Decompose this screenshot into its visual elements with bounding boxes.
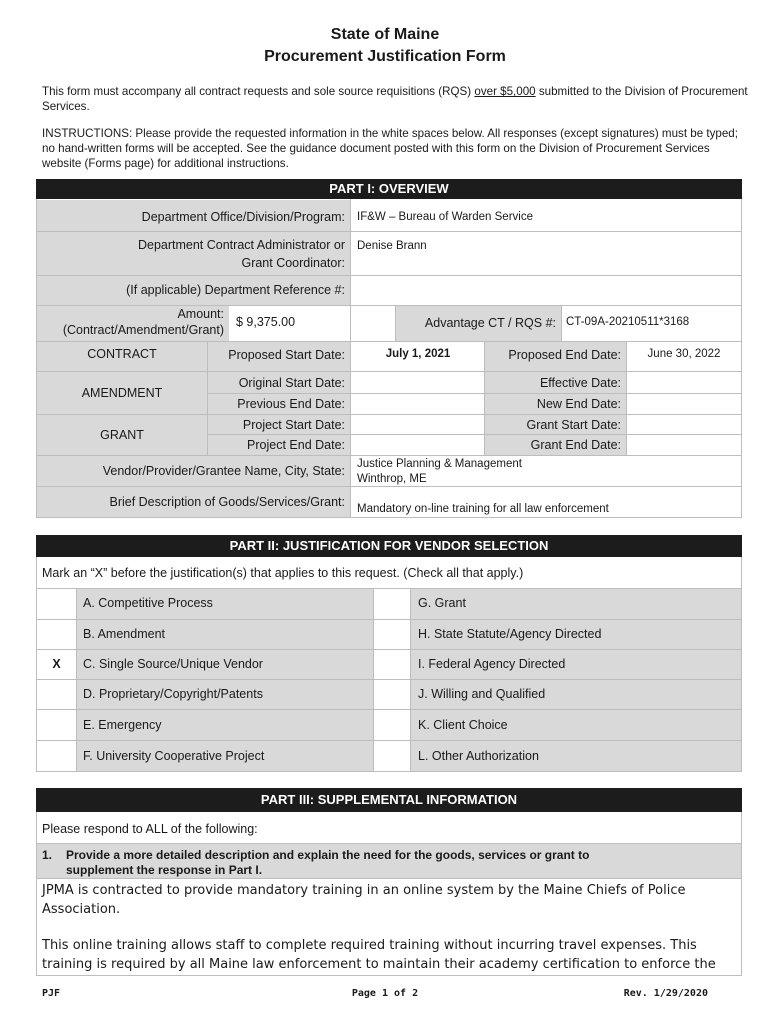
vendor-label: Vendor/Provider/Grantee Name, City, State: — [102, 464, 345, 478]
brief-description-label: Brief Description of Goods/Services/Grant: — [109, 495, 345, 509]
contract-admin-label-1: Department Contract Administrator or — [137, 238, 345, 252]
contract-admin-label-2: Grant Coordinator: — [241, 256, 345, 270]
new-end-label: New End Date: — [536, 397, 621, 411]
question-1-number: 1. — [42, 848, 53, 862]
grant-end-label: Grant End Date: — [530, 438, 621, 452]
option-f-label: F. University Cooperative Project — [83, 749, 265, 763]
option-j-label: J. Willing and Qualified — [418, 687, 546, 701]
part1-heading: PART I: OVERVIEW — [36, 179, 742, 199]
amount-label-1: Amount: — [177, 307, 224, 321]
footer-page-number: Page 1 of 2 — [351, 988, 419, 999]
footer-form-code: PJF — [42, 988, 61, 999]
question-1-line-1: Provide a more detailed description and explain the need for the goods, services or grant to — [66, 848, 590, 862]
department-field[interactable]: IF&W – Bureau of Warden Service — [357, 211, 533, 223]
part2-heading: PART II: JUSTIFICATION FOR VENDOR SELECTION — [36, 535, 742, 557]
project-end-label: Project End Date: — [247, 438, 345, 452]
contract-section-label: CONTRACT — [87, 347, 157, 361]
proposed-start-label: Proposed Start Date: — [228, 348, 345, 362]
footer-revision: Rev. 1/29/2020 — [623, 988, 708, 999]
option-l-label: L. Other Authorization — [418, 749, 539, 763]
advantage-ct-field[interactable]: CT-09A-20210511*3168 — [566, 316, 690, 328]
form-title-state: State of Maine — [330, 26, 440, 43]
effective-date-field[interactable] — [628, 373, 740, 392]
dept-reference-label: (If applicable) Department Reference #: — [126, 283, 345, 297]
dept-reference-field[interactable] — [357, 283, 737, 301]
answer-paragraph-2[interactable]: This online training allows staff to complete required training without incurring travel expenses. This training is required by all Maine law enforcement to maintain their academy certification to enforce the — [42, 938, 716, 972]
contract-admin-field[interactable]: Denise Brann — [357, 240, 427, 252]
option-e-label: E. Emergency — [83, 718, 162, 732]
part3-instruction: Please respond to ALL of the following: — [42, 822, 258, 836]
option-g-label: G. Grant — [418, 596, 466, 610]
answer-paragraph-1[interactable]: JPMA is contracted to provide mandatory training in an online system by the Maine Chiefs of Police Association. — [42, 883, 686, 917]
previous-end-label: Previous End Date: — [237, 397, 345, 411]
option-a-label: A. Competitive Process — [83, 596, 213, 610]
part2-instruction: Mark an “X” before the justification(s) that applies to this request. (Check all that apply.) — [42, 566, 524, 580]
grant-start-label: Grant Start Date: — [526, 418, 621, 432]
option-i-label: I. Federal Agency Directed — [418, 657, 566, 671]
amendment-section-label: AMENDMENT — [81, 386, 163, 400]
proposed-end-label: Proposed End Date: — [508, 348, 621, 362]
intro-paragraph: This form must accompany all contract requests and sole source requisitions (RQS) over $5,000 submitted to the Division of Procurement Services. — [42, 85, 748, 113]
instructions-paragraph: INSTRUCTIONS: Please provide the requested information in the white spaces below. All responses (except signatures) must be typed; no hand-written forms will be accepted. See the guidance document posted with this form on the Division of Procurement Services website (Forms page) for additional instructions. — [42, 127, 738, 170]
grant-start-field[interactable] — [628, 416, 740, 433]
previous-end-field[interactable] — [352, 395, 482, 413]
department-label: Department Office/Division/Program: — [141, 210, 345, 224]
option-d-label: D. Proprietary/Copyright/Patents — [83, 687, 263, 701]
amount-field[interactable]: $ 9,375.00 — [236, 315, 296, 329]
original-start-label: Original Start Date: — [238, 376, 345, 390]
grant-end-field[interactable] — [628, 436, 740, 454]
amount-label-2: (Contract/Amendment/Grant) — [62, 323, 224, 337]
proposed-start-field[interactable]: July 1, 2021 — [385, 348, 451, 360]
original-start-field[interactable] — [352, 373, 482, 392]
grant-section-label: GRANT — [100, 428, 144, 442]
vendor-field-name[interactable]: Justice Planning & Management — [357, 458, 522, 470]
new-end-field[interactable] — [628, 395, 740, 413]
brief-description-field[interactable]: Mandatory on-line training for all law enforcement — [357, 503, 609, 515]
part3-heading: PART III: SUPPLEMENTAL INFORMATION — [36, 788, 742, 812]
form-title: Procurement Justification Form — [264, 48, 506, 65]
option-k-label: K. Client Choice — [418, 718, 508, 732]
option-c-label: C. Single Source/Unique Vendor — [83, 657, 263, 671]
threshold-amount: over $5,000 — [474, 85, 536, 98]
question-1-line-2: supplement the response in Part I. — [66, 863, 263, 877]
project-end-field[interactable] — [352, 436, 482, 454]
project-start-label: Project Start Date: — [242, 418, 345, 432]
proposed-end-field[interactable]: June 30, 2022 — [647, 348, 721, 360]
project-start-field[interactable] — [352, 416, 482, 433]
advantage-ct-label: Advantage CT / RQS #: — [424, 316, 556, 330]
effective-date-label: Effective Date: — [539, 376, 621, 390]
checkbox-c[interactable]: X — [52, 657, 61, 671]
option-h-label: H. State Statute/Agency Directed — [418, 627, 602, 641]
option-b-label: B. Amendment — [83, 627, 165, 641]
vendor-field-city[interactable]: Winthrop, ME — [357, 473, 427, 485]
